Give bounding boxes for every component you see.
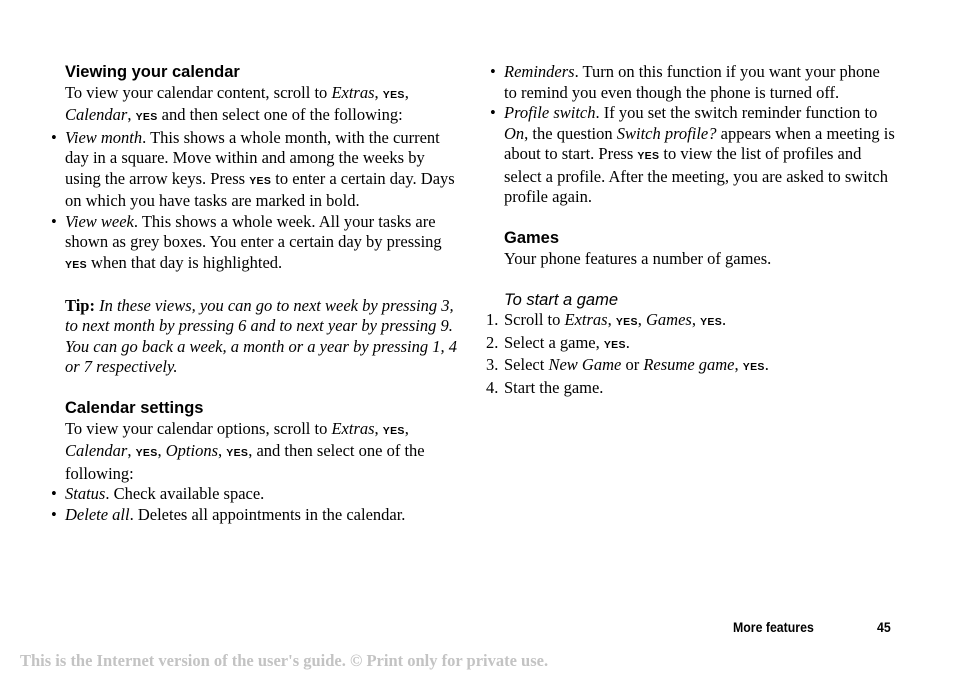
list-item-status: • Status. Check available space. — [65, 484, 457, 505]
list-item-step-2: 2. Select a game, YES. — [486, 332, 630, 352]
viewing-calendar-intro: To view your calendar content, scroll to Extras, YES, Calendar, YES and then select one of the following: — [65, 82, 409, 124]
reminder-options-list — [504, 62, 896, 208]
list-item-step-1: 1. Scroll to Extras, YES, Games, YES. — [486, 310, 727, 329]
tip-label: Tip: — [65, 295, 95, 315]
list-item-delete-all: • Delete all. Deletes all appointments in the calendar. — [65, 505, 457, 526]
right-column — [486, 62, 896, 398]
games-heading: Games — [504, 229, 560, 247]
start-game-steps — [486, 310, 896, 398]
yes-key: YES — [382, 88, 405, 101]
yes-key: YES — [226, 447, 249, 459]
tip-note — [65, 296, 457, 378]
left-column — [65, 62, 457, 525]
calendar-settings-heading: Calendar settings — [65, 399, 204, 417]
start-game-subheading: To start a game — [504, 290, 619, 309]
list-item-reminders: • Reminders. Turn on this function if you want your phone to remind you even though the phone is turned off. — [504, 62, 896, 103]
list-item-step-3: 3. Select New Game or Resume game, YES. — [486, 355, 769, 374]
games-text: Your phone features a number of games. — [504, 248, 772, 268]
settings-options-list — [65, 484, 457, 525]
list-item-view-month: • View month. This shows a whole month, with the current day in a square. Move within and among the weeks by using the arrow keys. Press YES to enter a certain day. Days on which you have tasks are marked in bold. — [65, 128, 457, 212]
yes-key: YES — [700, 316, 723, 328]
viewing-calendar-heading: Viewing your calendar — [65, 63, 240, 81]
tip-text: In these views, you can go to next week by pressing 3, to next month by pressing 6 and to next year by pressing 9. You can go back a week, a month or a year by pressing 1, 4 or 7 respectively. — [65, 295, 457, 376]
calendar-settings-intro: To view your calendar options, scroll to Extras, YES, Calendar, YES, Options, YES, and then select one of the following: — [65, 418, 425, 483]
yes-key: YES — [382, 424, 405, 437]
list-item-profile-switch: • Profile switch. If you set the switch reminder function to On, the question Switch profile? appears when a meeting is about to start. Press YES to view the list of profiles and select a profile. After the meeting, you are asked to switch profile again. — [504, 103, 896, 208]
page-number: 45 — [877, 619, 891, 635]
yes-key: YES — [603, 338, 626, 351]
list-item-step-4: 4. Start the game. — [486, 377, 604, 397]
list-item-view-week: • View week. This shows a whole week. All your tasks are shown as grey boxes. You enter a certain day by pressing YES when that day is highlighted. — [65, 212, 457, 276]
yes-key: YES — [615, 316, 638, 328]
yes-key: YES — [249, 174, 272, 187]
footer-section-title: More features — [733, 619, 814, 635]
watermark-notice: This is the Internet version of the user's guide. © Print only for private use. — [20, 651, 549, 670]
yes-key: YES — [65, 258, 87, 271]
yes-key: YES — [135, 111, 158, 123]
yes-key: YES — [742, 361, 765, 373]
yes-key: YES — [637, 150, 660, 162]
view-options-list — [65, 128, 457, 276]
yes-key: YES — [135, 447, 158, 459]
